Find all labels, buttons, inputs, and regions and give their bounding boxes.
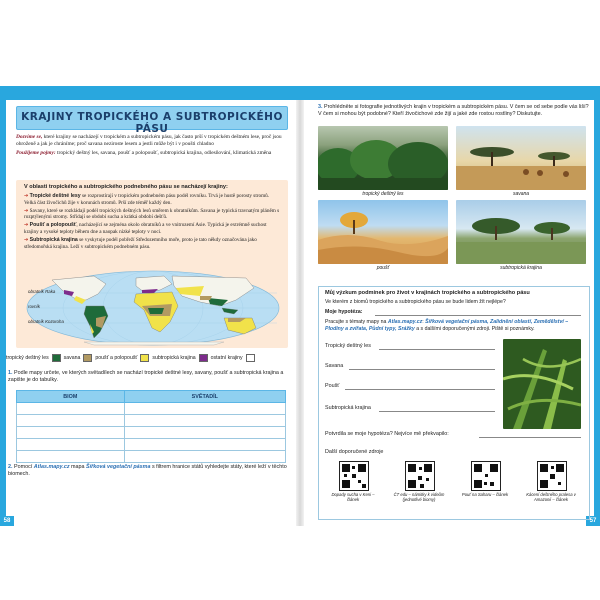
qr-code[interactable] bbox=[537, 461, 567, 491]
biome-label-subtropical: Subtropická krajina bbox=[325, 405, 371, 411]
world-biome-map bbox=[24, 270, 282, 346]
sources-label: Další doporučené zdroje bbox=[325, 449, 384, 455]
table-cell[interactable] bbox=[17, 439, 125, 451]
map-label-equator: rovník bbox=[28, 304, 40, 309]
intro-label-terms: Použijeme pojmy: bbox=[16, 150, 56, 156]
info-box bbox=[16, 180, 288, 348]
qr-code-icon bbox=[340, 462, 368, 490]
map-topics-link[interactable]: Šířková vegetační pásma, Zalidnění oblastí, Zemědělství – Plodiny a zvířata, Půdní typy, Srážky bbox=[325, 319, 569, 332]
info-list bbox=[24, 193, 282, 252]
table-cell[interactable] bbox=[124, 451, 285, 463]
qr-code-icon bbox=[472, 462, 500, 490]
page-number-right: 57 bbox=[586, 516, 600, 526]
qr-code[interactable] bbox=[471, 461, 501, 491]
notes-line[interactable] bbox=[379, 349, 495, 350]
caption-savanna: savana bbox=[512, 191, 530, 197]
caption-rainforest: tropický deštný les bbox=[362, 191, 404, 197]
table-row bbox=[17, 415, 286, 427]
task-1-number: 1. bbox=[8, 370, 13, 376]
notes-line[interactable] bbox=[479, 437, 581, 438]
table-row bbox=[17, 439, 286, 451]
intro-learn-text: které krajiny se nacházejí v tropickém a subtropickém pásu, jak často prší v tropickém deštném lese, proč jsou ohroženě a jak je chráníme; proč savana neziroste lesem a jestli může být i v poušti chladno bbox=[16, 134, 282, 147]
work-instructions: Pracujte s tématy mapy na Atlas.mapy.cz: Šířková vegetační pásma, Zalidnění oblastí, Zemědělství – Plodiny a zvířata, Půdní typy, Srážky a s dalšími doporučenými zdroji. Piště si poznámky. bbox=[325, 319, 569, 332]
info-item-rainforest: ➔ Tropické deštné lesy se rozprostírají v tropickém podnebném pásu podél rovníku. Trvá je hustě porosty stromů. Velká část živočichů žije v korunách stromů. Prší zde téměř každý den. bbox=[24, 193, 270, 206]
right-page bbox=[304, 100, 600, 526]
task-1-text: Podle mapy určete, ve kterých světadílech se nachází tropické deštné lesy, savany, poušť a subtropická krajina a zapište je do tabulky. bbox=[8, 370, 284, 383]
photo-savanna bbox=[456, 126, 586, 190]
textbook-spread bbox=[0, 86, 600, 526]
research-title: Můj výzkum podmínek pro život v krajinách tropického a subtropického pásu bbox=[325, 290, 530, 296]
book-gutter bbox=[296, 100, 304, 526]
biome-label-rainforest: Tropický deštný les bbox=[325, 343, 371, 349]
legend-label-desert: poušť a polopoušť bbox=[95, 355, 138, 361]
table-cell[interactable] bbox=[124, 427, 285, 439]
table-cell[interactable] bbox=[17, 403, 125, 415]
page-number-left: 58 bbox=[0, 516, 14, 526]
atlas-link[interactable]: Atlas.mapy.cz bbox=[387, 319, 423, 325]
intro-terms-text: tropický deštný les, savana, poušť a polopoušť, subtropická krajina, odlesňování, klimatická změna bbox=[57, 150, 272, 156]
notes-line[interactable] bbox=[345, 389, 495, 390]
photo-desert bbox=[318, 200, 448, 264]
left-edge-bar bbox=[0, 100, 6, 526]
table-cell[interactable] bbox=[124, 439, 285, 451]
info-item-subtropical: ➔ Subtropická krajina se vyskytuje podél pobřeží Středozemního moře, proto je tato někdy označována jako středomořská krajina. Leží v subtropickém podnebném pásu. bbox=[24, 237, 257, 250]
qr-code[interactable] bbox=[405, 461, 435, 491]
atlas-link[interactable]: Atlas.mapy.cz bbox=[33, 464, 70, 470]
confirm-question: Potvrdila se moje hypotéza? Nejvíce mě překvapilo: bbox=[325, 431, 449, 437]
qr-code[interactable] bbox=[339, 461, 369, 491]
photo-subtropical bbox=[456, 200, 586, 264]
research-question: Ve kterém z biomů tropického a subtropického pásu se bude lidem žít nejlépe? bbox=[325, 299, 506, 305]
top-color-band bbox=[0, 86, 600, 100]
caption-desert: poušť bbox=[376, 265, 390, 271]
desert-image bbox=[318, 200, 448, 264]
arrow-icon: ➔ bbox=[24, 193, 29, 199]
table-header-biome: BIOM bbox=[17, 391, 125, 403]
qr-code-icon bbox=[406, 462, 434, 490]
title-box bbox=[16, 106, 288, 135]
jungle-image bbox=[503, 339, 581, 429]
world-map-image bbox=[24, 270, 282, 346]
info-item-savanna: ➔ Savany, které se rozkládají podél tropických deštných lesů směrem k obratníkům. Savana je typická travnatým pláněm s rozptýlenými stromy. Střídají se období sucha a krátká období dešťů. bbox=[24, 207, 280, 221]
task-3-text: Prohlédněte si fotografie jednotlivých krajin v tropickém a subtropickém pásu. V čem se od sebe podle vás liší? V čem si mohou být podobné? Kteří živočichové zde žijí a jaké zde rostou rostliny? Diskutujte. bbox=[318, 104, 589, 117]
caption-subtropical: subtropická krajina bbox=[500, 265, 542, 271]
qr-caption: Dopady sucha v Keni – článek bbox=[331, 492, 375, 502]
notes-line[interactable] bbox=[379, 411, 495, 412]
hypothesis-label: Moje hypotéza: bbox=[325, 309, 363, 315]
table-row bbox=[17, 403, 286, 415]
task-2-number: 2. bbox=[8, 464, 13, 470]
legend-swatch-desert bbox=[140, 354, 149, 362]
page-title: KRAJINY TROPICKÉHO A SUBTROPICKÉHO PÁSU bbox=[21, 111, 283, 135]
qr-caption: ČT edu – námitky k videům (jednotlivé biomy) bbox=[393, 492, 445, 502]
legend-swatch-rainforest bbox=[52, 354, 61, 362]
savanna-image bbox=[456, 126, 586, 190]
map-legend bbox=[6, 354, 288, 362]
info-heading: V oblasti tropického a subtropického podnebného pásu se nacházejí krajiny: bbox=[24, 184, 228, 190]
map-label-tropic-cancer: obratník Raka bbox=[28, 289, 56, 294]
table-row bbox=[17, 427, 286, 439]
rainforest-image bbox=[318, 126, 448, 190]
legend-swatch-other bbox=[246, 354, 255, 362]
intro-label-learn: Dozvíme se, bbox=[16, 134, 43, 140]
table-cell[interactable] bbox=[124, 415, 285, 427]
table-row bbox=[17, 451, 286, 463]
arrow-icon: ➔ bbox=[24, 237, 29, 244]
arrow-icon: ➔ bbox=[24, 222, 29, 229]
table-header-continent: SVĚTADÍL bbox=[124, 391, 285, 403]
notes-line[interactable] bbox=[349, 369, 495, 370]
arrow-icon: ➔ bbox=[24, 207, 29, 214]
photo-rainforest bbox=[318, 126, 448, 190]
hypothesis-line[interactable] bbox=[375, 315, 581, 316]
research-box bbox=[318, 286, 590, 520]
intro-text bbox=[16, 134, 290, 159]
legend-label-rainforest: tropický deštný les bbox=[6, 355, 49, 361]
vegetation-zones-link[interactable]: Šířková vegetační pásma bbox=[86, 464, 151, 470]
right-edge-bar bbox=[594, 100, 600, 526]
legend-label-subtropical: subtropická krajina bbox=[152, 355, 196, 361]
table-cell[interactable] bbox=[17, 427, 125, 439]
table-cell[interactable] bbox=[124, 403, 285, 415]
legend-swatch-savanna bbox=[83, 354, 92, 362]
biome-label-savanna: Savana bbox=[325, 363, 344, 369]
table-cell[interactable] bbox=[17, 451, 125, 463]
photo-jungle-plants bbox=[503, 339, 581, 429]
legend-swatch-subtropical bbox=[199, 354, 208, 362]
task-2: 2. Pomocí Atlas.mapy.cz mapa Šířková vegetační pásma s filtrem hranice států vyhledejte státy, které leží v těchto biomech. bbox=[8, 464, 287, 477]
qr-caption: Pouť na Saharu – článek bbox=[461, 492, 509, 497]
task-1 bbox=[8, 370, 292, 384]
qr-code-icon bbox=[538, 462, 566, 490]
left-page bbox=[0, 100, 296, 526]
biome-label-desert: Poušť bbox=[325, 383, 340, 389]
legend-label-other: ostatní krajiny bbox=[210, 355, 243, 361]
task-3-number: 3. bbox=[318, 104, 323, 110]
subtropical-image bbox=[456, 200, 586, 264]
qr-caption: Kácení deštného pralesa v Amazonii – článek bbox=[526, 492, 576, 502]
biome-table bbox=[16, 390, 286, 463]
legend-label-savanna: savana bbox=[63, 355, 81, 361]
table-cell[interactable] bbox=[17, 415, 125, 427]
map-label-tropic-capricorn: obratník Kozoroha bbox=[28, 319, 64, 324]
info-item-desert: ➔ Poušť a polopoušť, nacházející se zejména okolo obratníků a ve vnitrozemí Asie. Typická je extrémně suchost krajiny a vysoké teploty během dne a naopak nízké teploty v noci. bbox=[24, 222, 267, 235]
task-3 bbox=[318, 104, 590, 118]
